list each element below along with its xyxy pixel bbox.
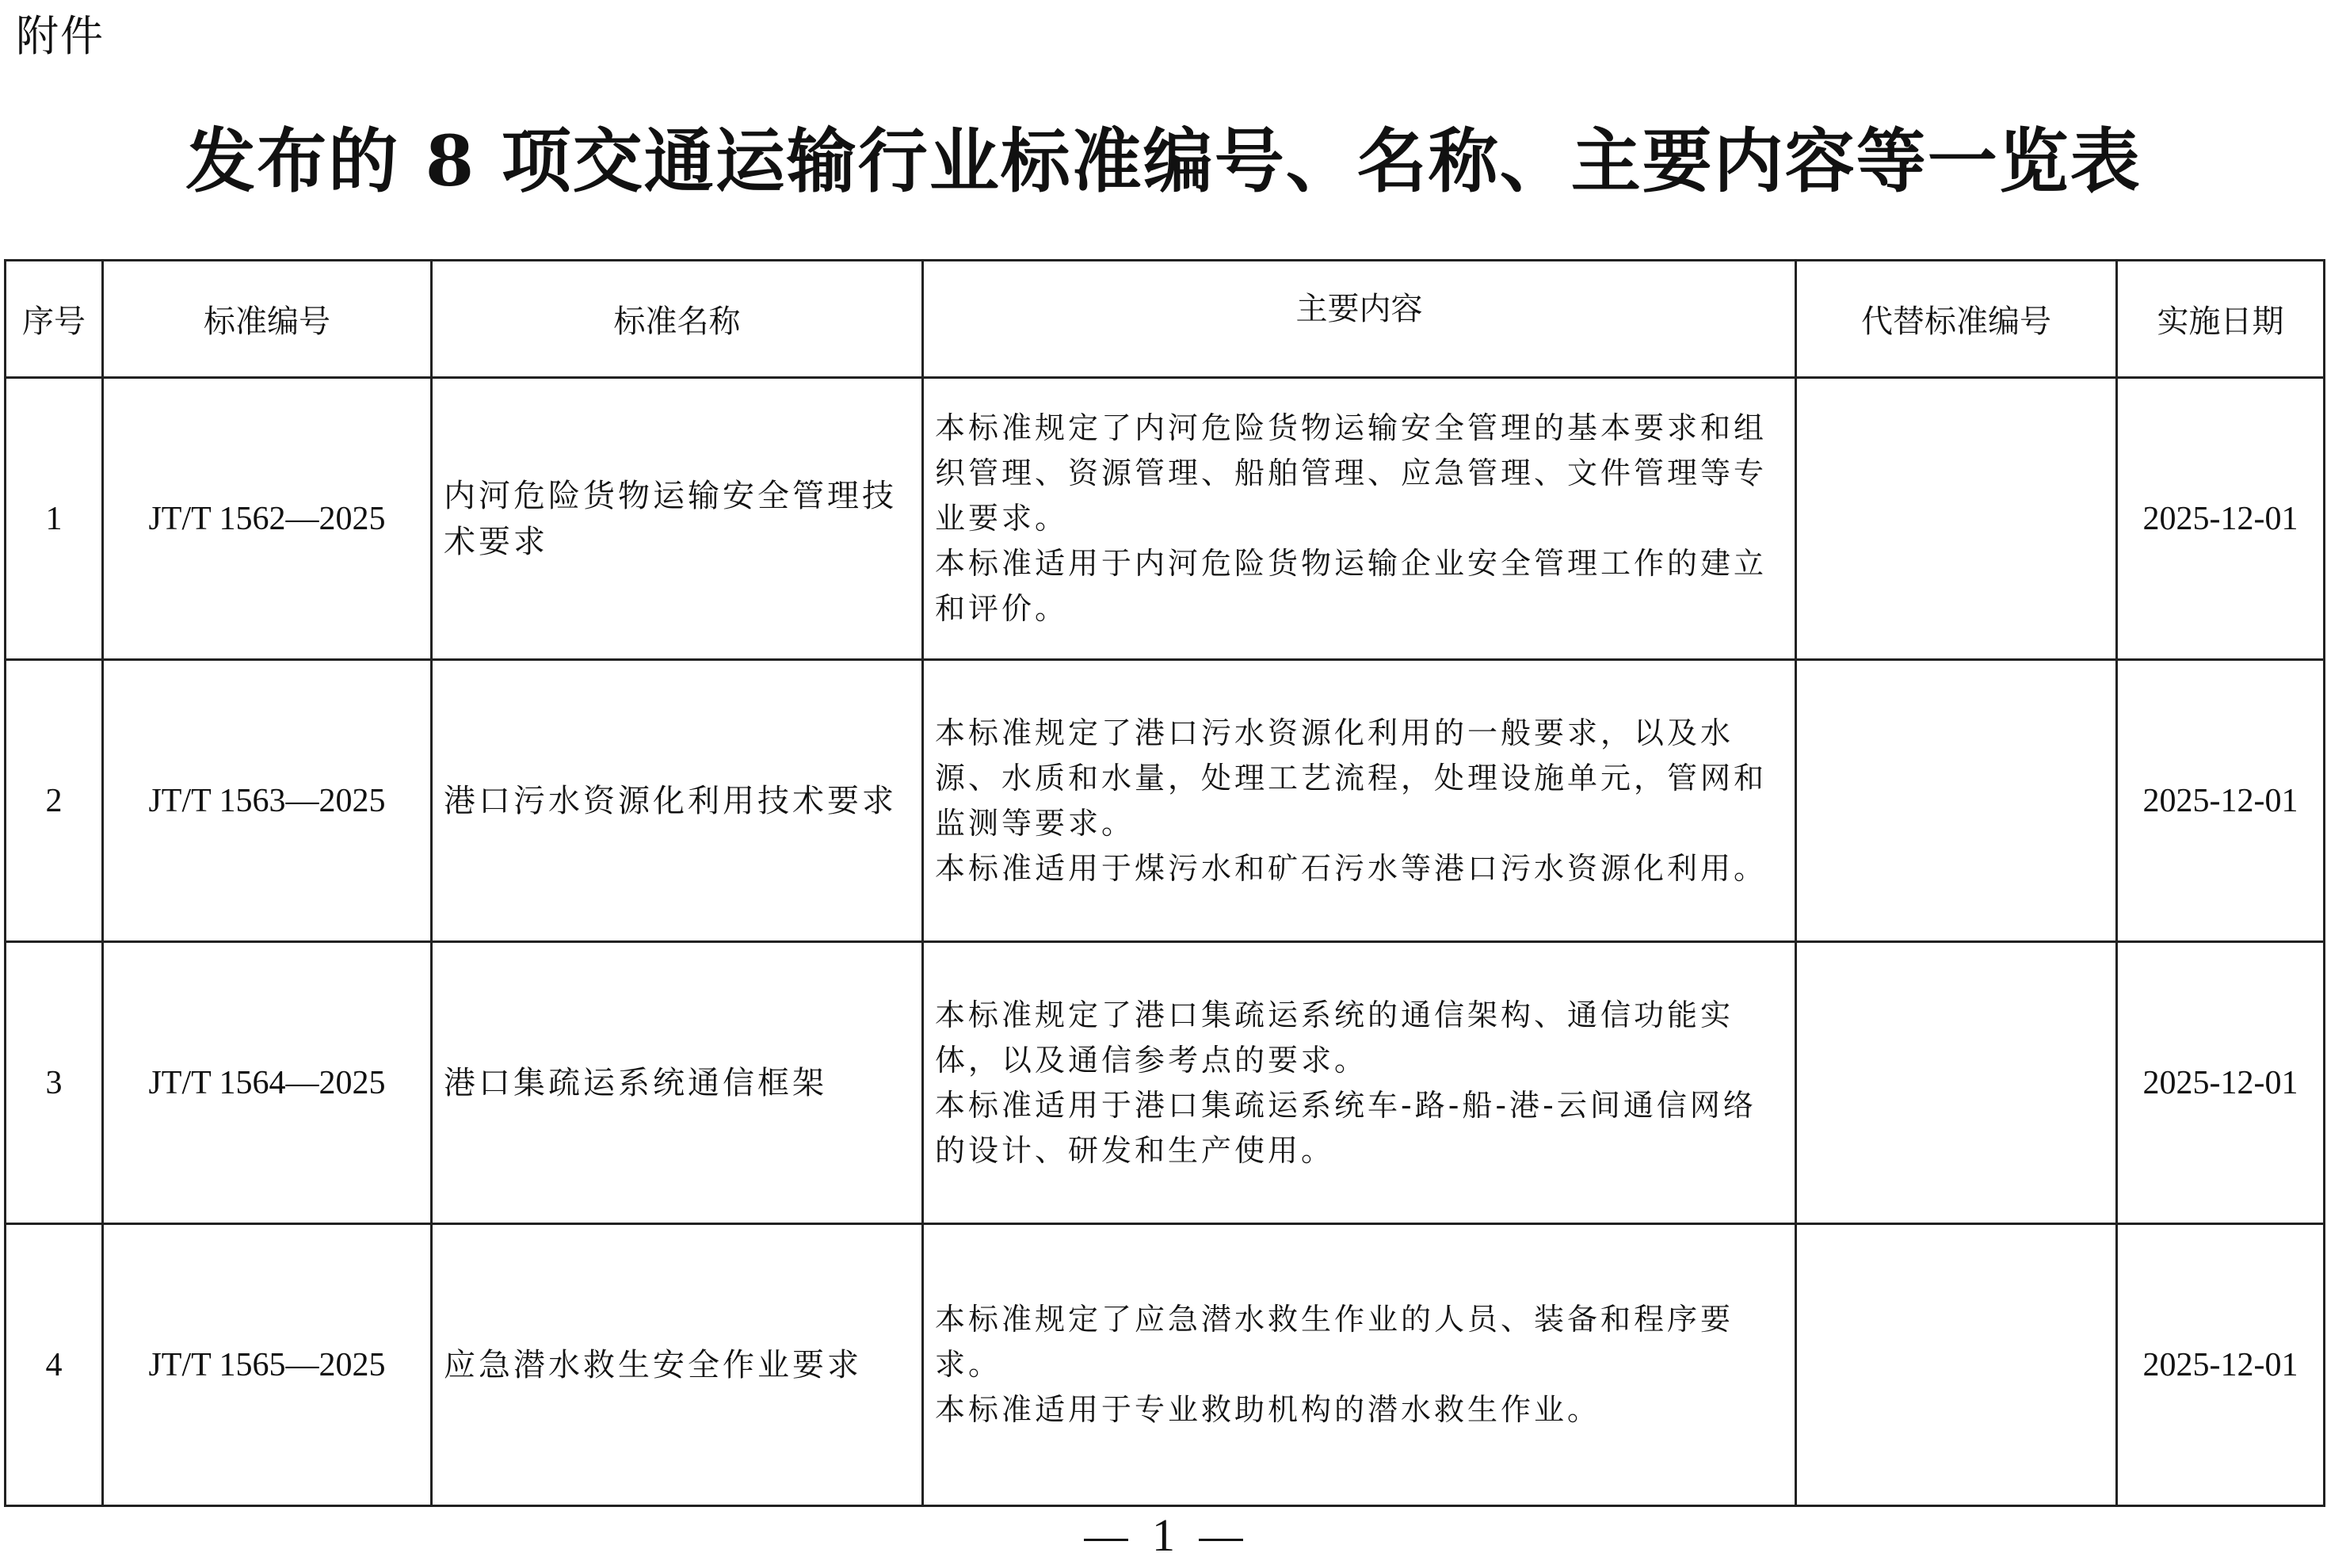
page-dash-right bbox=[1199, 1539, 1243, 1541]
content-applicability-paragraph: 本标准适用于港口集疏运系统车-路-船-港-云间通信网络的设计、研发和生产使用。 bbox=[935, 1087, 1757, 1168]
row-main-content bbox=[923, 1224, 1796, 1506]
table-row bbox=[6, 378, 2325, 660]
row-replaced-number bbox=[1796, 942, 2117, 1224]
row-standard-name: 应急潜水救生安全作业要求 bbox=[432, 1224, 923, 1506]
table-header-row bbox=[6, 261, 2325, 378]
row-standard-name: 内河危险货物运输安全管理技术要求 bbox=[432, 378, 923, 660]
header-standard-number: 标准编号 bbox=[103, 261, 432, 378]
row-implementation-date: 2025-12-01 bbox=[2117, 1224, 2325, 1506]
row-main-content bbox=[923, 660, 1796, 942]
page-footer bbox=[0, 1508, 2327, 1563]
content-scope-paragraph: 本标准规定了港口集疏运系统的通信架构、通信功能实体，以及通信参考点的要求。 bbox=[935, 997, 1734, 1078]
row-implementation-date: 2025-12-01 bbox=[2117, 660, 2325, 942]
row-seq: 3 bbox=[6, 942, 103, 1224]
row-standard-name: 港口集疏运系统通信框架 bbox=[432, 942, 923, 1224]
row-seq: 1 bbox=[6, 378, 103, 660]
row-standard-number: JT/T 1563—2025 bbox=[103, 660, 432, 942]
row-seq: 4 bbox=[6, 1224, 103, 1506]
table-row bbox=[6, 1224, 2325, 1506]
document-title: 发布的 8 项交通运输行业标准编号、名称、主要内容等一览表 bbox=[185, 120, 2142, 202]
row-main-content bbox=[923, 378, 1796, 660]
page-dash-left bbox=[1084, 1539, 1128, 1541]
standards-table bbox=[4, 259, 2325, 1507]
header-standard-name: 标准名称 bbox=[432, 261, 923, 378]
header-seq: 序号 bbox=[6, 261, 103, 378]
row-standard-number: JT/T 1565—2025 bbox=[103, 1224, 432, 1506]
row-main-content bbox=[923, 942, 1796, 1224]
row-replaced-number bbox=[1796, 1224, 2117, 1506]
table-row bbox=[6, 660, 2325, 942]
attachment-label: 附件 bbox=[16, 11, 105, 61]
row-standard-number: JT/T 1564—2025 bbox=[103, 942, 432, 1224]
row-seq: 2 bbox=[6, 660, 103, 942]
page-number: 1 bbox=[1152, 1509, 1175, 1561]
row-implementation-date: 2025-12-01 bbox=[2117, 942, 2325, 1224]
header-replaced-number: 代替标准编号 bbox=[1796, 261, 2117, 378]
content-applicability-paragraph: 本标准适用于煤污水和矿石污水等港口污水资源化利用。 bbox=[935, 850, 1768, 886]
row-replaced-number bbox=[1796, 378, 2117, 660]
row-standard-name: 港口污水资源化利用技术要求 bbox=[432, 660, 923, 942]
content-applicability-paragraph: 本标准适用于专业救助机构的潜水救生作业。 bbox=[935, 1392, 1601, 1427]
content-scope-paragraph: 本标准规定了内河危险货物运输安全管理的基本要求和组织管理、资源管理、船舶管理、应急管理、文件管理等专业要求。 bbox=[935, 410, 1768, 536]
row-implementation-date: 2025-12-01 bbox=[2117, 378, 2325, 660]
content-applicability-paragraph: 本标准适用于内河危险货物运输企业安全管理工作的建立和评价。 bbox=[935, 546, 1768, 626]
row-replaced-number bbox=[1796, 660, 2117, 942]
table-row bbox=[6, 942, 2325, 1224]
content-scope-paragraph: 本标准规定了应急潜水救生作业的人员、装备和程序要求。 bbox=[935, 1302, 1734, 1382]
header-implementation-date: 实施日期 bbox=[2117, 261, 2325, 378]
row-standard-number: JT/T 1562—2025 bbox=[103, 378, 432, 660]
header-main-content: 主要内容 bbox=[923, 261, 1796, 378]
content-scope-paragraph: 本标准规定了港口污水资源化利用的一般要求，以及水源、水质和水量，处理工艺流程，处理设施单元，管网和监测等要求。 bbox=[935, 715, 1768, 841]
